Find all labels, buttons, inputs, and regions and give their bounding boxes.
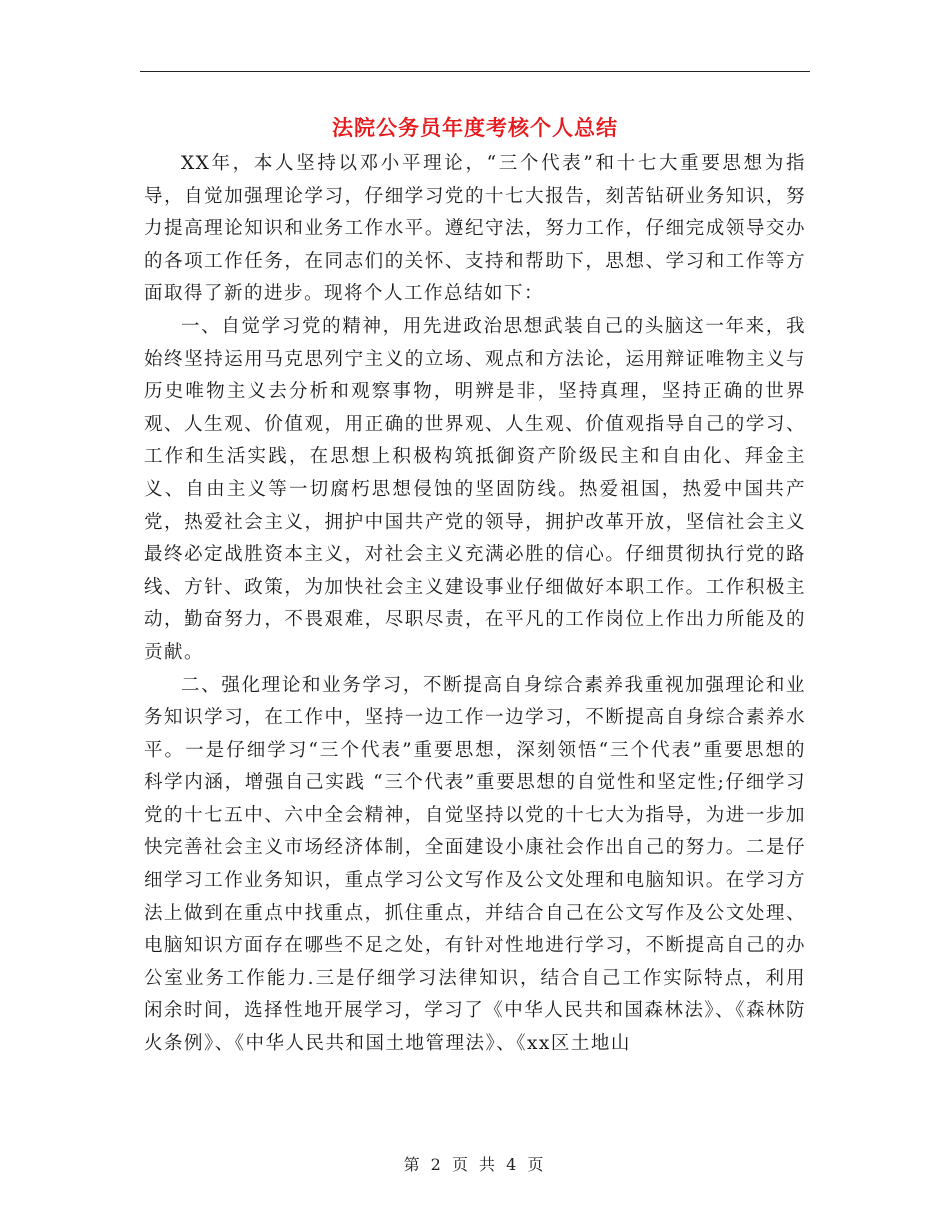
header-rule bbox=[140, 71, 810, 72]
document-body bbox=[144, 148, 806, 1061]
document-title: 法院公务员年度考核个人总结 bbox=[332, 116, 618, 140]
paragraph-intro: XX年，本人坚持以邓小平理论，“三个代表”和十七大重要思想为指导，自觉加强理论学习，仔细学习党的十七大报告，刻苦钻研业务知识，努力提高理论知识和业务工作水平。遵纪守法，努力工作，仔细完成领导交办的各项工作任务，在同志们的关怀、支持和帮助下，思想、学习和工作等方面取得了新的进步。现将个人工作总结如下： bbox=[144, 153, 806, 305]
paragraph-section-two: 二、强化理论和业务学习，不断提高自身综合素养我重视加强理论和业务知识学习，在工作中，坚持一边工作一边学习，不断提高自身综合素养水平。一是仔细学习“三个代表”重要思想，深刻领悟“三个代表”重要思想的科学内涵，增强自己实践 “三个代表”重要思想的自觉性和坚定性;仔细学习党的十七五中、六中全会精神，自觉坚持以党的十七大为指导，为进一步加快完善社会主义市场经济体制，全面建设小康社会作出自己的努力。二是仔细学习工作业务知识，重点学习公文写作及公文处理和电脑知识。在学习方法上做到在重点中找重点，抓住重点，并结合自己在公文写作及公文处理、电脑知识方面存在哪些不足之处，有针对性地进行学习，不断提高自己的办公室业务工作能力.三是仔细学习法律知识，结合自己工作实际特点，利用闲余时间，选择性地开展学习，学习了《中华人民共和国森林法》、《森林防火条例》、《中华人民共和国土地管理法》、《xx区土地山 bbox=[144, 674, 806, 1055]
paragraph-section-one: 一、自觉学习党的精神，用先进政治思想武装自己的头脑这一年来，我始终坚持运用马克思列宁主义的立场、观点和方法论，运用辩证唯物主义与历史唯物主义去分析和观察事物，明辨是非，坚持真理，坚持正确的世界观、人生观、价值观，用正确的世界观、人生观、价值观指导自己的学习、工作和生活实践，在思想上积极构筑抵御资产阶级民主和自由化、拜金主义、自由主义等一切腐朽思想侵蚀的坚固防线。热爱祖国，热爱中国共产党，热爱社会主义，拥护中国共产党的领导，拥护改革开放，坚信社会主义最终必定战胜资本主义，对社会主义充满必胜的信心。仔细贯彻执行党的路线、方针、政策，为加快社会主义建设事业仔细做好本职工作。工作积极主动，勤奋努力，不畏艰难，尽职尽责，在平凡的工作岗位上作出力所能及的贡献。 bbox=[144, 315, 806, 663]
page-number-footer: 第 2 页 共 4 页 bbox=[403, 1155, 547, 1174]
